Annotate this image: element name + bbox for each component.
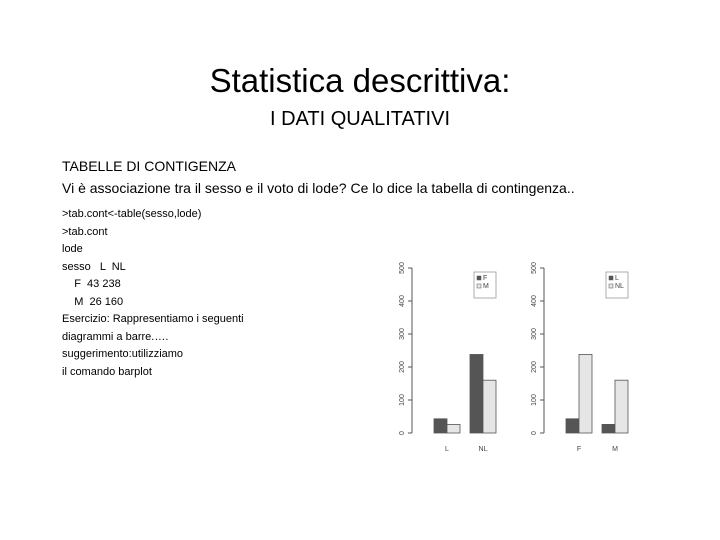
code-line: F 43 238 (62, 278, 121, 290)
y-tick-label: 0 (531, 431, 538, 435)
barplot-by-lode (400, 258, 510, 458)
y-tick-label: 300 (399, 328, 406, 340)
slide-title: Statistica descrittiva: (209, 62, 511, 99)
y-tick-label: 300 (531, 328, 538, 340)
bar (566, 419, 579, 433)
bar (615, 380, 628, 433)
y-tick-label: 400 (531, 295, 538, 307)
x-category-label: F (576, 446, 582, 453)
bar (434, 419, 447, 433)
section-heading: TABELLE DI CONTIGENZA (62, 158, 236, 174)
y-tick-label: 100 (531, 394, 538, 406)
bar (483, 380, 496, 433)
bar (470, 354, 483, 433)
y-tick-label: 200 (531, 361, 538, 373)
legend-swatch (609, 284, 613, 288)
y-tick-label: 400 (399, 295, 406, 307)
y-tick-label: 0 (399, 431, 406, 435)
y-tick-label: 100 (399, 394, 406, 406)
bar (447, 424, 460, 433)
bar (602, 424, 615, 433)
x-category-label: L (445, 446, 449, 453)
code-line: >tab.cont<-table(sesso,lode) (62, 208, 202, 220)
code-line: lode (62, 243, 83, 255)
bar (579, 354, 592, 433)
code-line: Esercizio: Rappresentiamo i seguenti (62, 313, 244, 325)
legend-label: M (483, 283, 489, 290)
slide-subtitle: I DATI QUALITATIVI (269, 108, 451, 130)
legend-swatch (477, 276, 481, 280)
x-category-label: M (612, 446, 618, 453)
barplot-by-sesso (532, 258, 642, 458)
code-line: il comando barplot (62, 365, 152, 378)
code-line: M 26 160 (62, 295, 124, 308)
legend-swatch (609, 276, 613, 280)
question-text: Vi è associazione tra il sesso e il voto di lode? Ce lo dice la tabella di contingenza.. (62, 180, 575, 196)
y-tick-label: 500 (531, 262, 538, 274)
legend-label: NL (615, 283, 624, 290)
legend-swatch (477, 284, 481, 288)
code-line: suggerimento:utilizziamo (62, 348, 184, 360)
code-line: >tab.cont (62, 225, 108, 238)
legend-label: L (615, 275, 619, 282)
x-category-label: NL (478, 446, 488, 453)
code-line: sesso L NL (62, 260, 126, 273)
legend-label: F (483, 275, 488, 282)
y-tick-label: 200 (399, 361, 406, 373)
r-code-block (62, 206, 244, 381)
code-line: diagrammi a barre.…. (62, 330, 169, 343)
y-tick-label: 500 (399, 262, 406, 274)
